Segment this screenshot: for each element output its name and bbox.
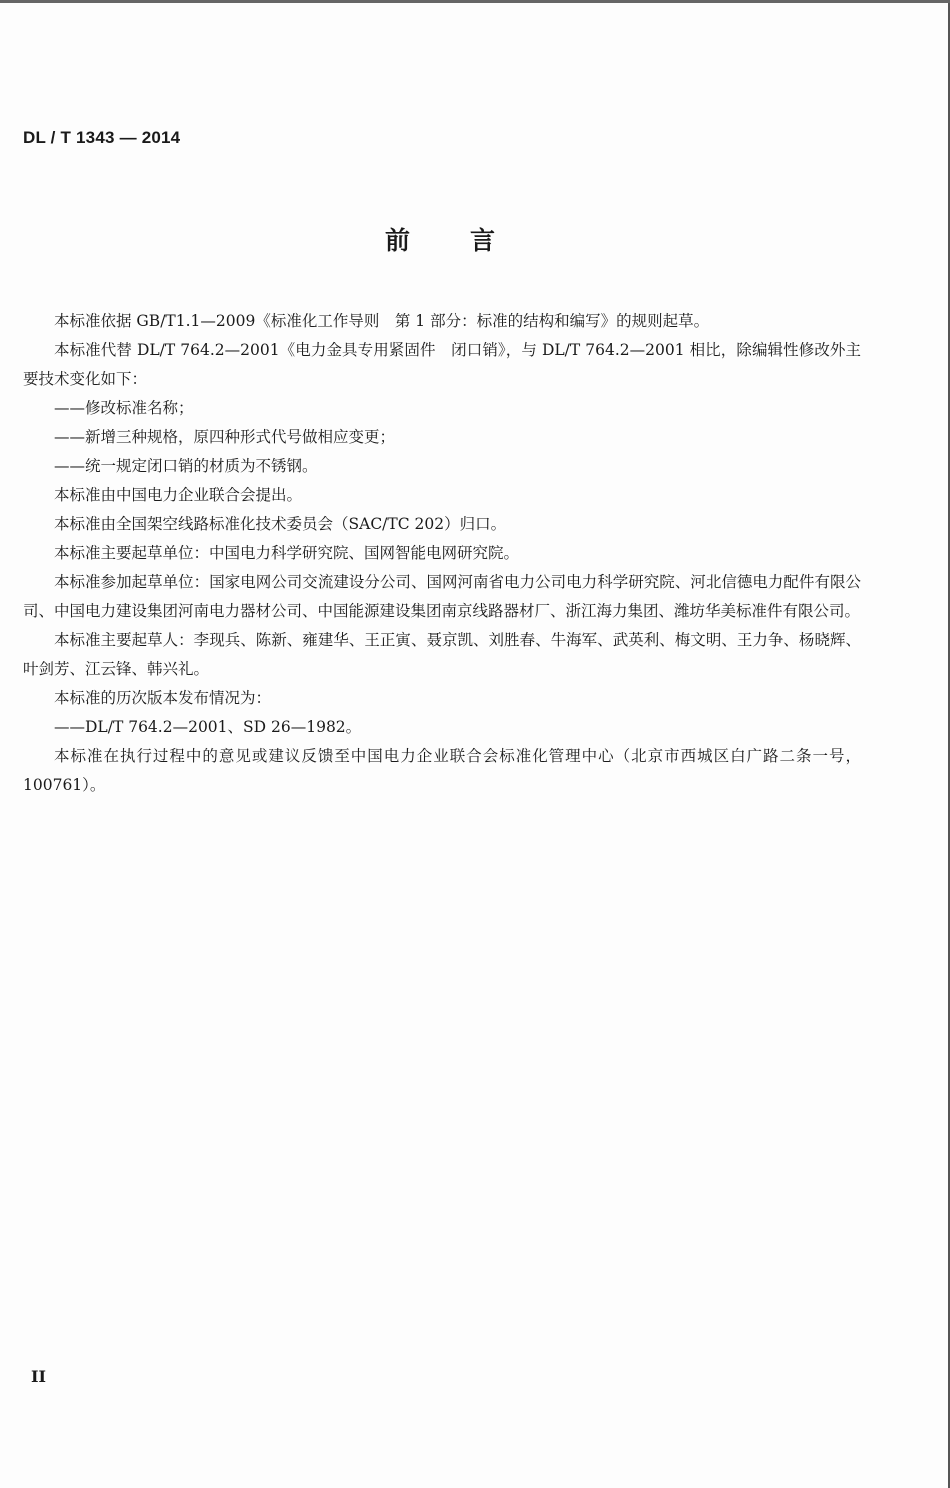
section-title: 前言 — [384, 226, 555, 255]
paragraph-feedback: 本标准在执行过程中的意见或建议反馈至中国电力企业联合会标准化管理中心（北京市西城区白广路二条一号，100761）。 — [23, 747, 861, 794]
paragraph-participating-units: 本标准参加起草单位：国家电网公司交流建设分公司、国网河南省电力公司电力科学研究院、河北信德电力配件有限公司、中国电力建设集团河南电力器材公司、中国能源建设集团南京线路器材厂、浙江海力集团、潍坊华美标准件有限公司。 — [23, 573, 861, 620]
paragraph-replacement: 本标准代替 DL/T 764.2—2001《电力金具专用紧固件 闭口销》，与 DL/T 764.2—2001 相比，除编辑性修改外主要技术变化如下： — [23, 341, 861, 388]
paragraph-proposer: 本标准由中国电力企业联合会提出。 — [54, 486, 303, 504]
top-border — [0, 0, 950, 3]
history-item: ——DL/T 764.2—2001、SD 26—1982。 — [54, 718, 362, 736]
document-code: DL / T 1343 — 2014 — [23, 128, 181, 147]
paragraph-history-intro: 本标准的历次版本发布情况为： — [54, 689, 272, 707]
paragraph-main-drafters: 本标准主要起草人：李现兵、陈新、雍建华、王正寅、聂京凯、刘胜春、牛海军、武英利、梅文明、王力争、杨晓辉、叶剑芳、江云锋、韩兴礼。 — [23, 631, 861, 678]
change-item-material: ——统一规定闭口销的材质为不锈钢。 — [54, 457, 318, 475]
foreword-body — [23, 307, 861, 800]
change-item-new-specs: ——新增三种规格，原四种形式代号做相应变更； — [54, 428, 396, 446]
paragraph-drafting-basis: 本标准依据 GB/T1.1—2009《标准化工作导则 第 1 部分：标准的结构和编写》的规则起草。 — [54, 312, 710, 330]
page-number: II — [31, 1367, 46, 1386]
paragraph-committee: 本标准由全国架空线路标准化技术委员会（SAC/TC 202）归口。 — [54, 515, 507, 533]
change-item-rename: ——修改标准名称； — [54, 399, 194, 417]
paragraph-main-drafters-units: 本标准主要起草单位：中国电力科学研究院、国网智能电网研究院。 — [54, 544, 520, 562]
